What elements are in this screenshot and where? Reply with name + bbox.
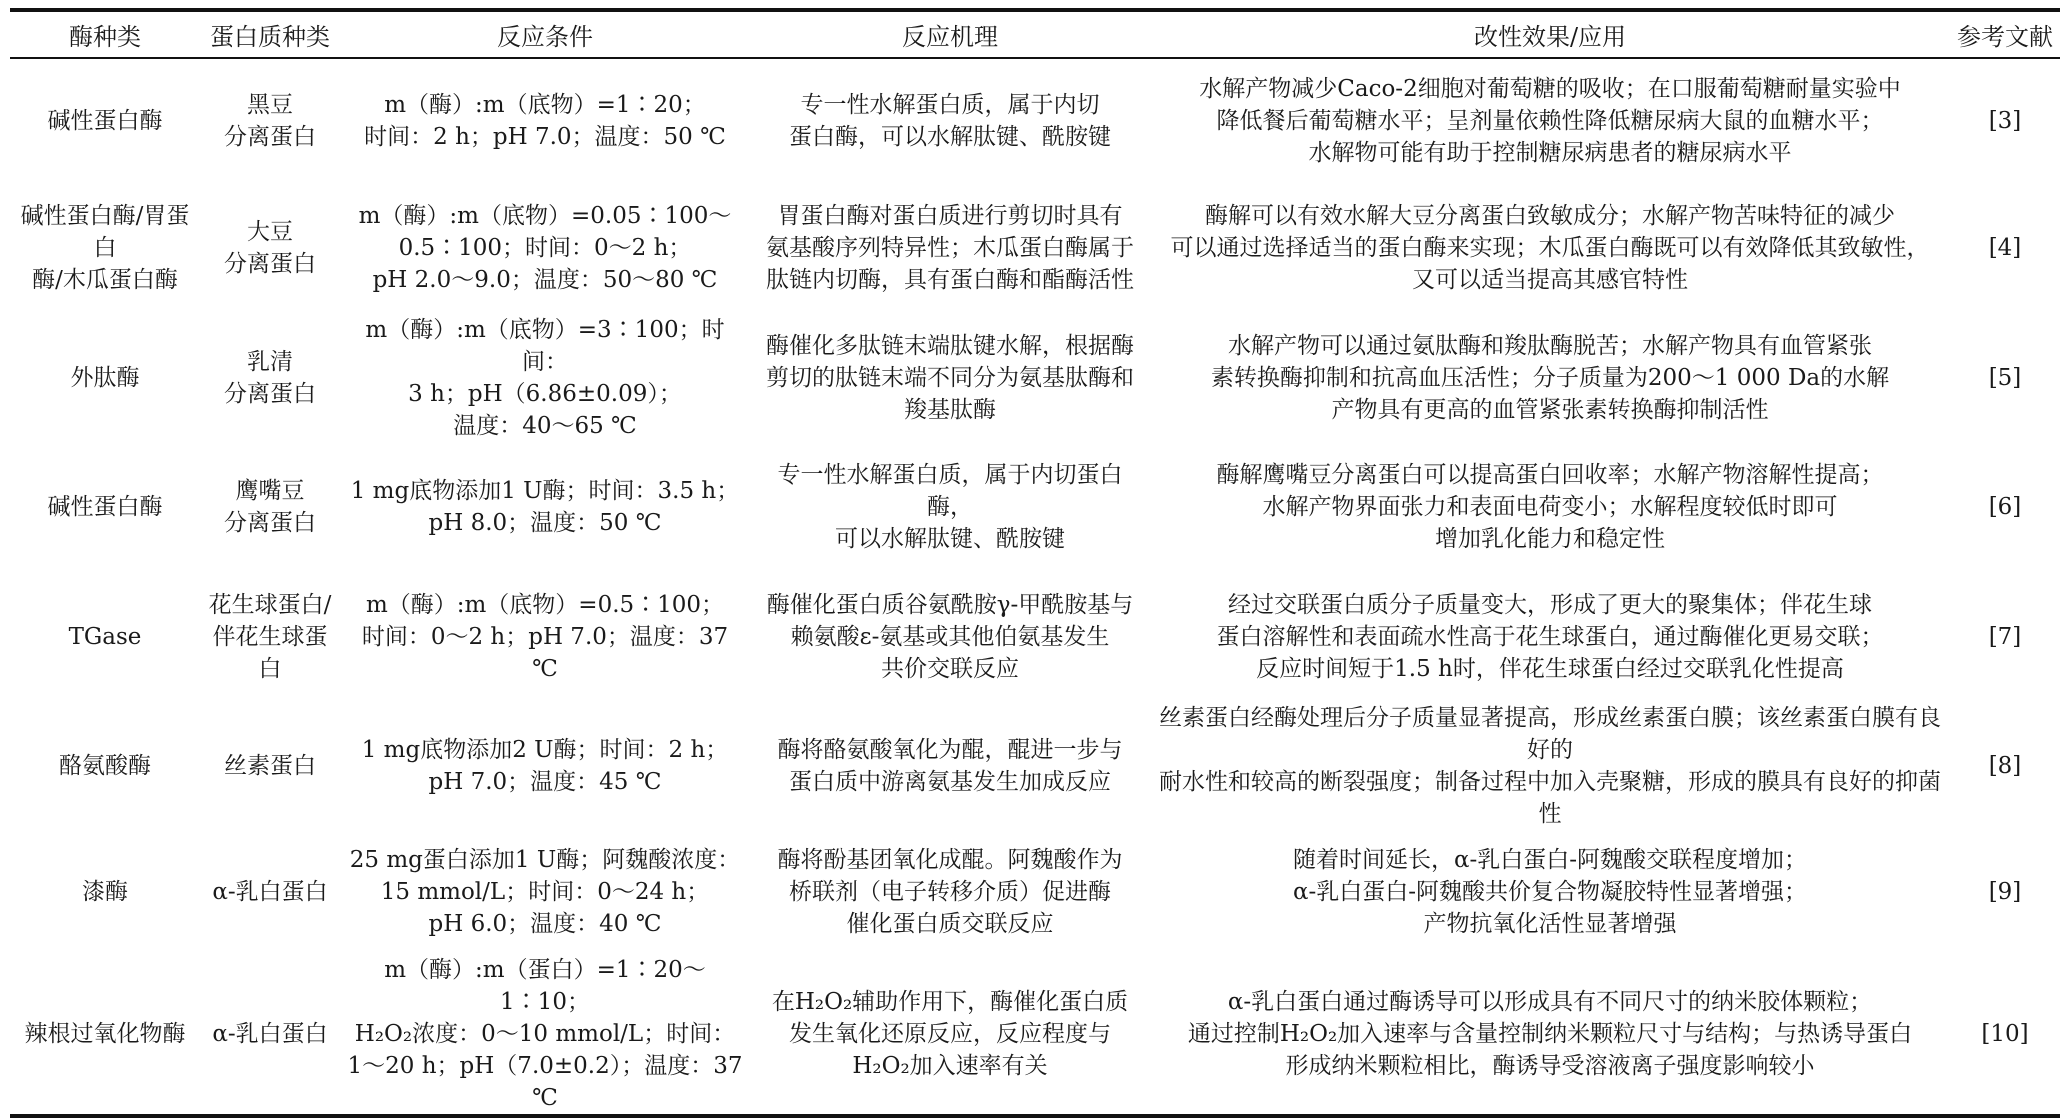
mechanism-cell: 酶将酚基团氧化成醌。阿魏酸作为 桥联剂（电子转移介质）促进酶 催化蛋白质交联反应: [777, 847, 1123, 937]
conditions-cell: m（酶）:m（蛋白）=1∶20～1∶10； H₂O₂浓度：0～10 mmol/L；时间： 1～20 h；pH（7.0±0.2）；温度：37 ℃: [340, 954, 750, 1116]
header-protein-type: 蛋白质种类: [200, 10, 340, 58]
enzyme-cell: 碱性蛋白酶: [47, 494, 163, 520]
reference-cell: [5]: [1988, 365, 2022, 391]
enzyme-cell: 碱性蛋白酶: [47, 107, 163, 134]
enzyme-cell: 辣根过氧化物酶: [10, 954, 200, 1116]
effect-cell: 酶解可以有效水解大豆分离蛋白致敏成分；水解产物苦味特征的减少 可以通过选择适当的蛋白酶来实现；木瓜蛋白酶既可以有效降低其致敏性， 又可以适当提高其感官特性: [1170, 203, 1930, 293]
table-row: [10, 314, 2060, 442]
table-row: [10, 182, 2060, 314]
protein-cell: α-乳白蛋白: [200, 954, 340, 1116]
table-row: [10, 572, 2060, 702]
mechanism-cell: 胃蛋白酶对蛋白质进行剪切时具有 氨基酸序列特异性；木瓜蛋白酶属于 肽链内切酶，具有蛋白酶和酯酶活性: [766, 203, 1134, 293]
conditions-cell: 1 mg底物添加1 U酶；时间：3.5 h； pH 8.0；温度：50 ℃: [350, 478, 740, 536]
table-header-row: [10, 10, 2060, 58]
effect-cell: 随着时间延长，α-乳白蛋白-阿魏酸交联程度增加； α-乳白蛋白-阿魏酸共价复合物凝胶特性显著增强； 产物抗氧化活性显著增强: [1292, 847, 1808, 937]
reference-cell: [6]: [1988, 494, 2022, 520]
protein-cell: 花生球蛋白/ 伴花生球蛋白: [208, 592, 332, 682]
header-enzyme-type: 酶种类: [10, 10, 200, 58]
table-row: [10, 830, 2060, 954]
enzyme-modification-table: [10, 8, 2060, 1118]
enzyme-cell: TGase: [68, 624, 142, 650]
conditions-cell: m（酶）:m（底物）=3∶100；时间： 3 h；pH（6.86±0.09）； 温度：40～65 ℃: [365, 317, 725, 439]
effect-cell: 经过交联蛋白质分子质量变大，形成了更大的聚集体；伴花生球 蛋白溶解性和表面疏水性高于花生球蛋白，通过酶催化更易交联； 反应时间短于1.5 h时，伴花生球蛋白经过交联乳化性提高: [1216, 592, 1884, 682]
enzyme-cell: 酪氨酸酶: [59, 753, 151, 779]
effect-cell: 酶解鹰嘴豆分离蛋白可以提高蛋白回收率；水解产物溶解性提高； 水解产物界面张力和表面电荷变小；水解程度较低时即可 增加乳化能力和稳定性: [1216, 462, 1884, 552]
table-row: [10, 442, 2060, 572]
conditions-cell: m（酶）:m（底物）=0.5∶100； 时间：0～2 h；pH 7.0；温度：37 ℃: [361, 592, 729, 682]
effect-cell: 水解产物减少Caco-2细胞对葡萄糖的吸收；在口服葡萄糖耐量实验中 降低餐后葡萄糖水平；呈剂量依赖性降低糖尿病大鼠的血糖水平； 水解物可能有助于控制糖尿病患者的糖尿病水平: [1199, 75, 1901, 166]
reference-cell: [9]: [1988, 879, 2022, 905]
protein-cell: 丝素蛋白: [224, 753, 316, 779]
reference-cell: [3]: [1988, 107, 2022, 134]
mechanism-cell: 专一性水解蛋白质，属于内切蛋白酶， 可以水解肽键、酰胺键: [777, 462, 1123, 552]
enzyme-cell: 碱性蛋白酶/胃蛋白 酶/木瓜蛋白酶: [20, 203, 190, 293]
header-reaction-mechanism: 反应机理: [750, 10, 1150, 58]
mechanism-cell: 在H₂O₂辅助作用下，酶催化蛋白质 发生氧化还原反应，反应程度与 H₂O₂加入速率有关: [750, 954, 1150, 1116]
reference-cell: [4]: [1988, 235, 2022, 261]
enzyme-cell: 漆酶: [82, 879, 128, 905]
mechanism-cell: 酶催化多肽链末端肽键水解，根据酶 剪切的肽链末端不同分为氨基肽酶和 羧基肽酶: [766, 333, 1134, 423]
table-row: [10, 954, 2060, 1116]
header-reaction-conditions: 反应条件: [340, 10, 750, 58]
mechanism-cell: 专一性水解蛋白质，属于内切 蛋白酶，可以水解肽键、酰胺键: [789, 91, 1111, 150]
protein-cell: 乳清 分离蛋白: [224, 349, 316, 407]
reference-cell: [10]: [1950, 954, 2060, 1116]
header-effect-application: 改性效果/应用: [1150, 10, 1950, 58]
conditions-cell: 1 mg底物添加2 U酶；时间：2 h； pH 7.0；温度：45 ℃: [361, 737, 729, 795]
effect-cell: 水解产物可以通过氨肽酶和羧肽酶脱苦；水解产物具有血管紧张 素转换酶抑制和抗高血压活性；分子质量为200～1 000 Da的水解 产物具有更高的血管紧张素转换酶抑制活性: [1210, 333, 1890, 423]
table-row: [10, 58, 2060, 182]
mechanism-cell: 酶将酪氨酸氧化为醌，醌进一步与 蛋白质中游离氨基发生加成反应: [777, 737, 1123, 795]
reference-cell: [8]: [1988, 753, 2022, 779]
table-row: [10, 702, 2060, 830]
conditions-cell: m（酶）:m（底物）=1∶20； 时间：2 h；pH 7.0；温度：50 ℃: [364, 91, 726, 150]
conditions-cell: m（酶）:m（底物）=0.05∶100～ 0.5∶100；时间：0～2 h； pH 2.0～9.0；温度：50～80 ℃: [358, 203, 732, 293]
enzyme-cell: 外肽酶: [70, 365, 140, 391]
protein-cell: 大豆 分离蛋白: [224, 219, 316, 277]
protein-cell: α-乳白蛋白: [212, 879, 328, 905]
protein-cell: 鹰嘴豆 分离蛋白: [224, 478, 316, 536]
effect-cell: α-乳白蛋白通过酶诱导可以形成具有不同尺寸的纳米胶体颗粒； 通过控制H₂O₂加入速率与含量控制纳米颗粒尺寸与结构；与热诱导蛋白 形成纳米颗粒相比，酶诱导受溶液离子强度影响较小: [1150, 954, 1950, 1116]
conditions-cell: 25 mg蛋白添加1 U酶；阿魏酸浓度： 15 mmol/L；时间：0～24 h； pH 6.0；温度：40 ℃: [349, 847, 741, 937]
protein-cell: 黑豆 分离蛋白: [224, 91, 316, 150]
header-reference: 参考文献: [1950, 10, 2060, 58]
reference-cell: [7]: [1988, 624, 2022, 650]
effect-cell: 丝素蛋白经酶处理后分子质量显著提高，形成丝素蛋白膜；该丝素蛋白膜有良好的 耐水性和较高的断裂强度；制备过程中加入壳聚糖，形成的膜具有良好的抑菌性: [1159, 705, 1941, 827]
document-page: [10, 0, 2060, 1111]
mechanism-cell: 酶催化蛋白质谷氨酰胺γ-甲酰胺基与 赖氨酸ε-氨基或其他伯氨基发生 共价交联反应: [766, 592, 1134, 682]
